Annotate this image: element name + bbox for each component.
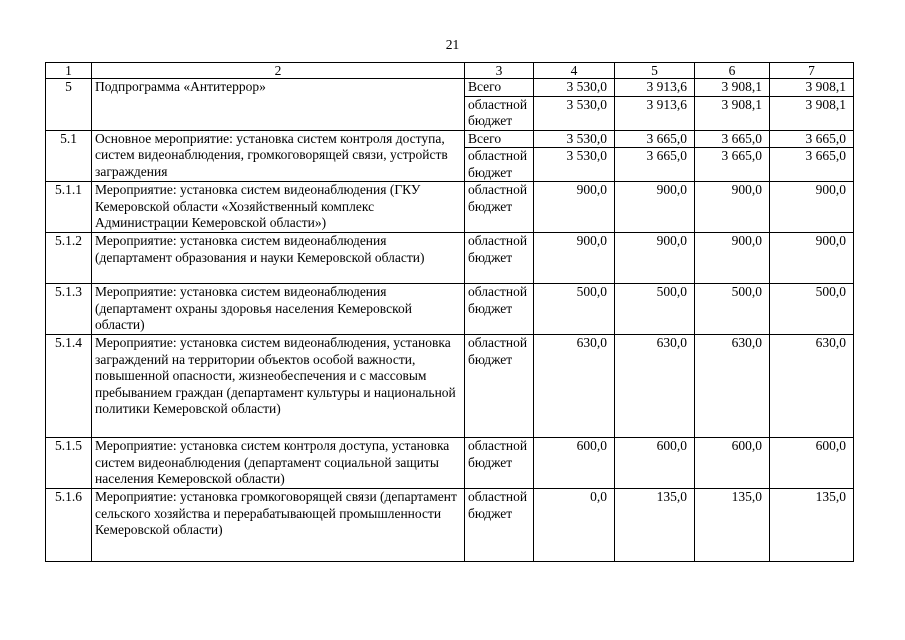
amount-cell: 630,0 [695,335,770,438]
row-number-cell: 5 [46,79,92,131]
table-row [46,438,854,489]
row-number-cell: 5.1.6 [46,489,92,562]
amount-cell: 0,0 [534,489,615,562]
amount-cell: 3 913,6 [615,79,695,97]
table-row [46,182,854,233]
activity-name-cell: Мероприятие: установка громкоговорящей связи (департамент сельского хозяйства и перерабатывающей промышленности Кемеровской области) [92,489,465,562]
table-row [46,335,854,438]
activity-name-cell: Мероприятие: установка систем видеонаблюдения, установка заграждений на территории объектов особой важности, повышенной опасности, жизнеобеспечения и с массовым пребыванием граждан (департамент культуры и национальной политики Кемеровской области) [92,335,465,438]
funding-source-cell: областной бюджет [465,489,534,562]
amount-cell: 900,0 [770,182,854,233]
amount-cell: 3 665,0 [770,148,854,182]
row-number-cell: 5.1.1 [46,182,92,233]
amount-cell: 600,0 [534,438,615,489]
amount-cell: 3 665,0 [615,148,695,182]
amount-cell: 3 665,0 [695,130,770,148]
header-cell: 7 [770,63,854,79]
amount-cell: 900,0 [615,182,695,233]
activity-name-cell: Мероприятие: установка систем контроля доступа, установка систем видеонаблюдения (департамент социальной защиты населения Кемеровской области) [92,438,465,489]
row-number-cell: 5.1.4 [46,335,92,438]
amount-cell: 900,0 [534,233,615,284]
funding-source-cell: областной бюджет [465,182,534,233]
header-cell: 5 [615,63,695,79]
amount-cell: 3 913,6 [615,96,695,130]
page-number: 21 [445,37,460,52]
header-cell: 6 [695,63,770,79]
amount-cell: 3 908,1 [770,96,854,130]
funding-source-cell: областной бюджет [465,284,534,335]
funding-source-cell: областной бюджет [465,148,534,182]
amount-cell: 630,0 [534,335,615,438]
funding-source-cell: Всего [465,130,534,148]
row-number-cell: 5.1.3 [46,284,92,335]
table-row [46,233,854,284]
table-header-row [46,63,854,79]
amount-cell: 900,0 [770,233,854,284]
amount-cell: 3 530,0 [534,96,615,130]
amount-cell: 3 530,0 [534,148,615,182]
amount-cell: 500,0 [770,284,854,335]
amount-cell: 900,0 [695,182,770,233]
amount-cell: 3 530,0 [534,130,615,148]
activity-name-cell: Мероприятие: установка систем видеонаблюдения (департамент охраны здоровья населения Кемеровской области) [92,284,465,335]
funding-source-cell: областной бюджет [465,335,534,438]
amount-cell: 900,0 [534,182,615,233]
amount-cell: 3 530,0 [534,79,615,97]
budget-table [45,62,854,562]
activity-name-cell: Основное мероприятие: установка систем контроля доступа, систем видеонаблюдения, громкоговорящей связи, устройств заграждения [92,130,465,182]
amount-cell: 500,0 [695,284,770,335]
header-cell: 4 [534,63,615,79]
amount-cell: 135,0 [695,489,770,562]
amount-cell: 900,0 [615,233,695,284]
funding-source-cell: областной бюджет [465,96,534,130]
table-row [46,489,854,562]
row-number-cell: 5.1.2 [46,233,92,284]
amount-cell: 3 908,1 [770,79,854,97]
amount-cell: 900,0 [695,233,770,284]
amount-cell: 135,0 [615,489,695,562]
table-row [46,130,854,148]
table-row [46,284,854,335]
header-cell: 2 [92,63,465,79]
amount-cell: 600,0 [615,438,695,489]
row-number-cell: 5.1 [46,130,92,182]
funding-source-cell: областной бюджет [465,233,534,284]
amount-cell: 3 665,0 [695,148,770,182]
amount-cell: 630,0 [615,335,695,438]
amount-cell: 630,0 [770,335,854,438]
funding-source-cell: Всего [465,79,534,97]
amount-cell: 3 908,1 [695,96,770,130]
activity-name-cell: Мероприятие: установка систем видеонаблюдения (ГКУ Кемеровской области «Хозяйственный комплекс Администрации Кемеровской области») [92,182,465,233]
amount-cell: 600,0 [695,438,770,489]
funding-source-cell: областной бюджет [465,438,534,489]
activity-name-cell: Подпрограмма «Антитеррор» [92,79,465,131]
amount-cell: 135,0 [770,489,854,562]
header-cell: 1 [46,63,92,79]
row-number-cell: 5.1.5 [46,438,92,489]
amount-cell: 500,0 [615,284,695,335]
header-cell: 3 [465,63,534,79]
amount-cell: 3 665,0 [615,130,695,148]
amount-cell: 600,0 [770,438,854,489]
amount-cell: 3 665,0 [770,130,854,148]
activity-name-cell: Мероприятие: установка систем видеонаблюдения (департамент образования и науки Кемеровской области) [92,233,465,284]
amount-cell: 3 908,1 [695,79,770,97]
table-row [46,79,854,97]
amount-cell: 500,0 [534,284,615,335]
